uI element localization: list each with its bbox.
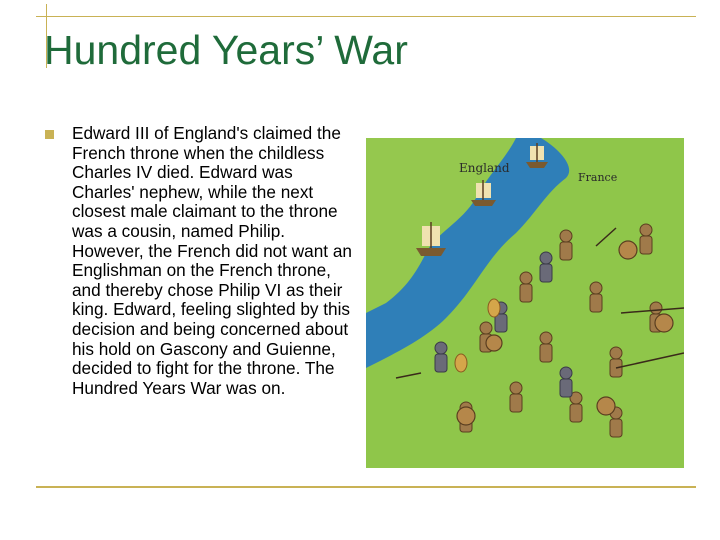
top-divider — [36, 16, 696, 17]
battle-map-illustration — [366, 138, 684, 468]
map-label-england: England — [459, 161, 510, 175]
bullet-text: Edward III of England's claimed the French throne when the childless Charles IV died. Edward was Charles' nephew, while the next closest male claimant to the throne was a cousin, named Philip. However, the French did not want an Englishman on the French throne, and thereby chose Philip VI as their king. Edward, feeling slighted by this decision and being concerned about his hold on Gascony and Guienne, decided to fight for the throne. The Hundred Years War was on. — [72, 123, 352, 398]
slide-title: Hundred Years’ War — [44, 27, 408, 73]
map-label-france: France — [578, 171, 618, 184]
bullet-marker — [45, 130, 54, 139]
bottom-divider — [36, 486, 696, 488]
